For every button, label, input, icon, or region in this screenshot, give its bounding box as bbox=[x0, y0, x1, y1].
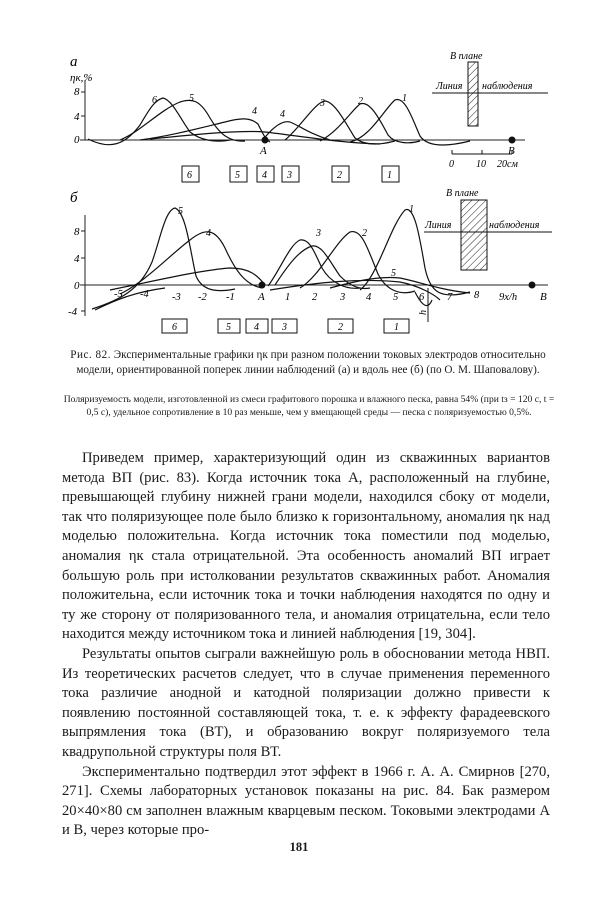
panel-b-ytick-0: 0 bbox=[74, 280, 80, 292]
xtick-m2: -2 bbox=[198, 292, 207, 303]
panel-a-curve-label-5: 5 bbox=[189, 93, 194, 104]
figure-note: Поляризуемость модели, изготовленной из смеси графитового порошка и влажного песка, равна 54% (при tз = 120 с, t = 0,5 с), удельное сопротивление в 10 раз меньше, чем у вмещающей среды — песка с поляризуемостью 0,5%. bbox=[63, 394, 555, 418]
panel-b-point-a-label: A bbox=[258, 291, 265, 303]
panel-b-box-2: 2 bbox=[338, 322, 343, 333]
panel-a-box-1: 1 bbox=[387, 170, 392, 181]
panel-b-plan-inset bbox=[424, 188, 552, 270]
paragraph-1: Приведем пример, характеризующий один из скважинных вариантов метода ВП (рис. 83). Когда источник тока А, расположенный на глубине, превышающей глубину нижней грани модели, находился сбоку от модели, так что поляризующее поле было близко к горизонтальному, аномалия ηк над моделью положительна. Когда источник тока поместили под моделью, аномалия ηк стала отрицательной. Эта особенность аномалий ВП играет большую роль при истолковании результатов скважинных работ. Аномалия положительна, если источник тока и точки наблюдения находятся по одну и ту же сторону от поляризованного тела, и аномалия отрицательна, если тело находится между источником тока и линией наблюдения [19, 304]. bbox=[62, 450, 550, 643]
panel-a-point-b-label: B bbox=[508, 145, 515, 157]
page-number: 181 bbox=[289, 840, 309, 854]
panel-a-plan-line: Линия bbox=[436, 81, 463, 92]
panel-a-curve-label-4: 4 bbox=[252, 106, 257, 117]
panel-a bbox=[70, 51, 548, 182]
panel-b-curve-label-4: 4 bbox=[206, 228, 211, 239]
panel-b-curve-label-2: 2 bbox=[362, 228, 367, 239]
panel-a-curve-1 bbox=[350, 100, 470, 145]
panel-b-curve-label-5: 5 bbox=[178, 206, 183, 217]
body-text bbox=[62, 449, 550, 841]
xtick-5: 5 bbox=[393, 292, 399, 303]
xtick-2: 2 bbox=[312, 292, 318, 303]
xtick-m3: -3 bbox=[172, 292, 181, 303]
panel-a-ytick-8: 8 bbox=[74, 86, 80, 98]
scale-20: 20см bbox=[497, 159, 518, 170]
panel-a-curve-label-4b: 4 bbox=[280, 109, 285, 120]
xtick-9: 9x/h bbox=[499, 292, 518, 303]
panel-a-curve-4-right bbox=[262, 122, 330, 141]
xtick-7: 7 bbox=[447, 292, 453, 303]
panel-b-box-3: 3 bbox=[282, 322, 287, 333]
panel-b-plan-line: Линия bbox=[425, 220, 452, 231]
figure-caption-number: Рис. 82. bbox=[70, 349, 111, 361]
panel-b-h-label: h bbox=[418, 310, 429, 315]
panel-a-plan-title: В плане bbox=[450, 51, 483, 62]
panel-b-curve-label-3: 3 bbox=[316, 228, 321, 239]
panel-b-box-4: 4 bbox=[254, 322, 259, 333]
panel-b-box-1: 1 bbox=[394, 322, 399, 333]
xtick-1: 1 bbox=[285, 292, 291, 303]
xtick-m5: -5 bbox=[114, 289, 123, 300]
paragraph-3: Экспериментально подтвердил этот эффект в 1966 г. А. А. Смирнов [270, 271]. Схемы лабораторных установок показаны на рис. 84. Бак размером 20×40×80 см заполнен влажным кварцевым песком. Токовыми электродами А и В, через которые про- bbox=[62, 763, 550, 839]
panel-a-ytick-0: 0 bbox=[74, 134, 80, 146]
panel-a-curve-label-1: 1 bbox=[402, 93, 407, 104]
panel-b-plan-title: В плане bbox=[446, 188, 479, 199]
xtick-m1: -1 bbox=[226, 292, 235, 303]
xtick-3: 3 bbox=[340, 292, 346, 303]
panel-a-plan-obs: наблюдения bbox=[482, 81, 533, 92]
paragraph-2: Результаты опытов сыграли важнейшую роль в обосновании метода НВП. Из теоретических расчетов следует, что в случае применения переменного тока различие анодной и катодной поляризации должно привести к появлению постоянной составляющей тока, т. е. к эффекту фарадеевского выпрямления тока (ВТ), и образованию вокруг поляризуемого тела квадрупольной структуры поля ВТ. bbox=[62, 645, 550, 760]
panel-b bbox=[68, 188, 552, 333]
panel-a-point-a-label: A bbox=[260, 145, 267, 157]
panel-a-box-6: 6 bbox=[187, 170, 192, 181]
panel-a-box-4: 4 bbox=[262, 170, 267, 181]
xtick-4: 4 bbox=[366, 292, 372, 303]
panel-b-box-5: 5 bbox=[226, 322, 231, 333]
panel-b-plan-obs: наблюдения bbox=[489, 220, 540, 231]
xtick-8: 8 bbox=[474, 290, 480, 301]
panel-b-curve-flat bbox=[270, 280, 440, 300]
panel-a-curve-label-2: 2 bbox=[358, 96, 363, 107]
panel-b-ytick-4: 4 bbox=[74, 253, 80, 265]
panel-b-ytick-m4: -4 bbox=[68, 306, 78, 318]
panel-b-curve-label-5b: 5 bbox=[391, 268, 396, 279]
panel-b-ytick-8: 8 bbox=[74, 226, 80, 238]
panel-b-point-b bbox=[529, 282, 536, 289]
panel-b-curve-label-1: 1 bbox=[409, 204, 414, 215]
xtick-m4: -4 bbox=[140, 289, 149, 300]
panel-b-point-b-label: B bbox=[540, 291, 547, 303]
panel-a-curve-label-3: 3 bbox=[320, 98, 325, 109]
panel-a-label: а bbox=[70, 54, 78, 70]
panel-b-label: б bbox=[70, 190, 78, 206]
panel-a-box-5: 5 bbox=[235, 170, 240, 181]
panel-a-plan-inset bbox=[432, 51, 548, 126]
scale-0: 0 bbox=[449, 159, 454, 170]
xtick-6: 6 bbox=[419, 292, 425, 303]
figure-caption-text: Экспериментальные графики ηк при разном положении токовых электродов относительно модели, ориентированной поперек линии наблюдений (а) и вдоль нее (б) (по О. М. Шаповалову). bbox=[76, 349, 546, 376]
panel-a-curve-3 bbox=[285, 101, 395, 144]
panel-a-box-2: 2 bbox=[337, 170, 342, 181]
panel-a-curve-label-6: 6 bbox=[152, 95, 157, 106]
panel-b-box-6: 6 bbox=[172, 322, 177, 333]
figure-82 bbox=[0, 0, 598, 345]
figure-caption bbox=[58, 348, 558, 378]
panel-a-curve-2 bbox=[320, 103, 420, 142]
panel-a-curves bbox=[88, 98, 470, 145]
panel-a-box-3: 3 bbox=[287, 170, 292, 181]
scale-10: 10 bbox=[476, 159, 486, 170]
panel-a-ylabel: ηк,% bbox=[70, 72, 93, 84]
panel-a-ytick-4: 4 bbox=[74, 111, 80, 123]
panel-a-point-b bbox=[509, 137, 516, 144]
